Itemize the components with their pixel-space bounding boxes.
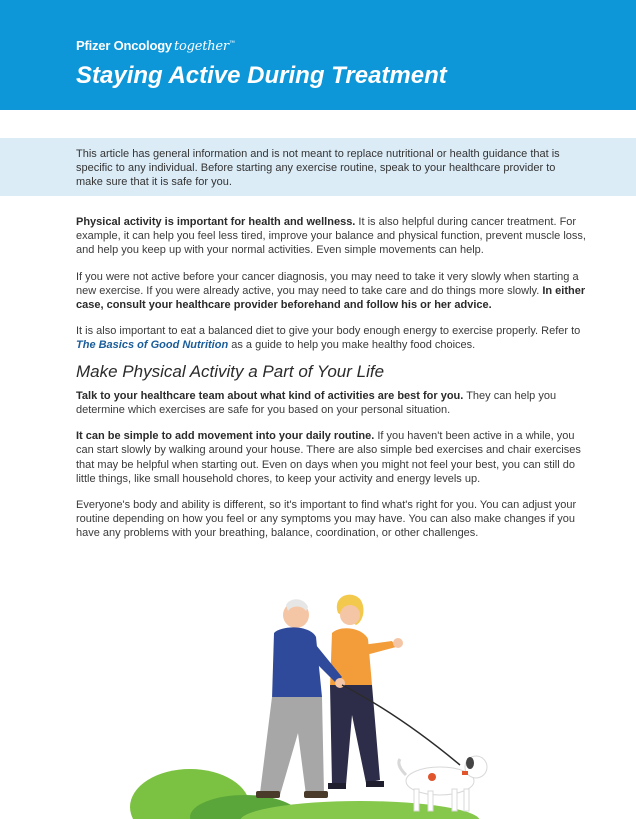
p1-bold: Physical activity is important for health and wellness. xyxy=(76,216,356,228)
p3-text: It is also important to eat a balanced diet to give your body enough energy to exercise properly. Refer to xyxy=(76,325,581,338)
p5-bold: It can be simple to add movement into your daily routine. xyxy=(76,430,375,443)
woman-figure xyxy=(328,595,403,789)
paragraph-6: Everyone's body and ability is different, so it's important to find what's right for you. You can adjust your routine depending on how you feel or any symptoms you may have. You can also make changes if you have any problems with your breathing, balance, coordination, or other challenges. xyxy=(76,499,577,540)
page-title: Staying Active During Treatment xyxy=(76,62,447,89)
dog-figure xyxy=(399,756,487,811)
brand-trademark: ™ xyxy=(228,40,235,47)
p2-bold: In either case, consult your healthcare provider beforehand and follow his or her advice. xyxy=(76,284,586,312)
brand-main: Pfizer Oncology xyxy=(76,38,172,53)
paragraph-1 xyxy=(76,215,588,258)
paragraph-5 xyxy=(76,429,588,486)
section-heading: Make Physical Activity a Part of Your Life xyxy=(76,361,385,381)
article-body xyxy=(76,215,588,553)
p5-text: If you haven't been active in a while, you can start slowly by walking around your house. There are also simple bed exercises and chair exercises that may be helpful when starting out. Even on days when you might not feel your best, you can still do little things, like small household chores, to keep your activity and energy levels up. xyxy=(76,430,581,485)
nutrition-link[interactable]: The Basics of Good Nutrition xyxy=(76,339,229,352)
brand-script: together xyxy=(173,39,229,54)
disclaimer-box xyxy=(0,138,636,196)
p1-text: It is also helpful during cancer treatment. For example, it can help you feel less tired, improve your balance and physical function, prevent muscle loss, and help you keep up with your normal activities. Even simple movements can help. xyxy=(76,216,586,257)
p4-text: They can help you determine which exercises are safe for you based on your personal situation. xyxy=(76,389,557,417)
header-banner xyxy=(0,0,636,110)
paragraph-4 xyxy=(76,389,588,417)
brand-logo xyxy=(76,38,235,54)
p4-bold: Talk to your healthcare team about what kind of activities are best for you. xyxy=(76,389,464,402)
p2-text: If you were not active before your cancer diagnosis, you may need to take it very slowly when starting a new exercise. If you were already active, you may need to take care and do things more slowly. xyxy=(76,270,579,297)
p3-rest: as a guide to help you make healthy food choices. xyxy=(228,339,476,352)
disclaimer-text: This article has general information and is not meant to replace nutritional or health guidance that is specific to any individual. Before starting any exercise routine, speak to your healthcare provider to make sure that it is safe for you. xyxy=(76,148,560,188)
paragraph-3 xyxy=(76,324,588,352)
walking-couple-illustration xyxy=(110,585,530,819)
paragraph-2 xyxy=(76,270,588,313)
